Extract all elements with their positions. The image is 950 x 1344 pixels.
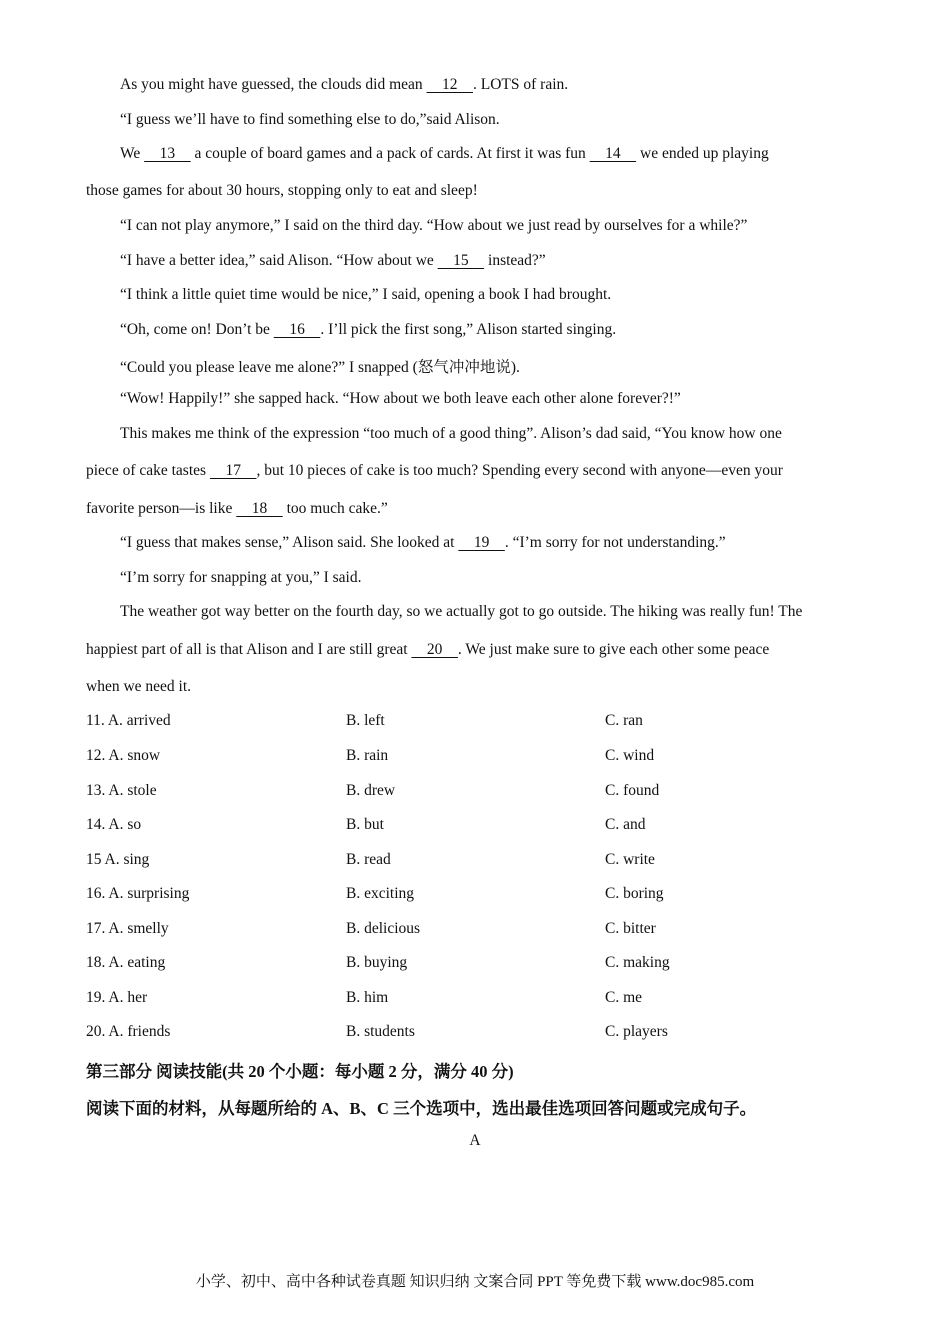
blank-12: 12 xyxy=(426,76,474,93)
option-c: C. players xyxy=(605,1023,668,1040)
passage-paragraph: “I guess we’ll have to find something else to do,”said Alison. xyxy=(120,111,500,128)
option-a: 14. A. so xyxy=(86,816,142,833)
blank-14: 14 xyxy=(589,145,637,162)
passage-paragraph: “I guess that makes sense,” Alison said. She looked at 19 . “I’m sorry for not understanding.” xyxy=(120,534,726,551)
page-footer: 小学、初中、高中各种试卷真题 知识归纳 文案合同 PPT 等免费下载 www.doc985.com xyxy=(195,1274,755,1290)
passage-paragraph-cont: when we need it. xyxy=(86,678,192,695)
option-b: B. drew xyxy=(346,782,396,799)
passage-paragraph: “I have a better idea,” said Alison. “How about we 15 instead?” xyxy=(120,252,546,269)
blank-18: 18 xyxy=(236,500,283,517)
passage-paragraph: The weather got way better on the fourth day, so we actually got to go outside. The hiking was really fun! The xyxy=(120,603,803,620)
passage-paragraph-cont: happiest part of all is that Alison and I are still great 20 . We just make sure to give each other some peace xyxy=(86,641,770,658)
option-c: C. bitter xyxy=(605,920,656,937)
option-a: 12. A. snow xyxy=(86,747,161,764)
option-a: 17. A. smelly xyxy=(86,920,169,937)
blank-19: 19 xyxy=(458,534,505,551)
option-b: B. left xyxy=(346,712,385,729)
passage-label: A xyxy=(469,1132,481,1149)
option-a: 15 A. sing xyxy=(86,851,150,868)
blank-15: 15 xyxy=(437,252,485,269)
option-c: C. write xyxy=(605,851,655,868)
option-a: 13. A. stole xyxy=(86,782,157,799)
option-b: B. delicious xyxy=(346,920,421,937)
passage-paragraph-cont: those games for about 30 hours, stopping only to eat and sleep! xyxy=(86,182,478,199)
passage-paragraph: “I’m sorry for snapping at you,” I said. xyxy=(120,569,362,586)
option-a: 16. A. surprising xyxy=(86,885,190,902)
option-c: C. ran xyxy=(605,712,643,729)
option-c: C. making xyxy=(605,954,670,971)
blank-20: 20 xyxy=(411,641,458,658)
blank-17: 17 xyxy=(209,462,257,479)
passage-paragraph-cont: favorite person—is like 18 too much cake.” xyxy=(86,500,388,517)
option-a: 20. A. friends xyxy=(86,1023,171,1040)
option-b: B. read xyxy=(346,851,391,868)
option-b: B. rain xyxy=(346,747,389,764)
passage-paragraph: “I think a little quiet time would be nice,” I said, opening a book I had brought. xyxy=(120,286,612,303)
passage-paragraph: “I can not play anymore,” I said on the third day. “How about we just read by ourselves for a while?” xyxy=(120,217,748,234)
option-a: 18. A. eating xyxy=(86,954,166,971)
option-b: B. him xyxy=(346,989,389,1006)
option-c: C. boring xyxy=(605,885,664,902)
option-b: B. but xyxy=(346,816,384,833)
option-c: C. found xyxy=(605,782,660,799)
passage-paragraph: “Could you please leave me alone?” I snapped (怒气冲冲地说). xyxy=(120,359,520,376)
section-title: 第三部分 阅读技能(共 20 个小题：每小题 2 分，满分 40 分) xyxy=(86,1062,514,1081)
option-b: B. students xyxy=(346,1023,415,1040)
option-b: B. buying xyxy=(346,954,408,971)
option-c: C. me xyxy=(605,989,643,1006)
option-b: B. exciting xyxy=(346,885,415,902)
blank-13: 13 xyxy=(144,145,191,162)
option-c: C. wind xyxy=(605,747,655,764)
option-c: C. and xyxy=(605,816,646,833)
passage-paragraph: As you might have guessed, the clouds did mean 12 . LOTS of rain. xyxy=(120,76,569,93)
passage-paragraph: This makes me think of the expression “too much of a good thing”. Alison’s dad said, “You know how one xyxy=(120,425,782,442)
blank-16: 16 xyxy=(273,321,321,338)
passage-paragraph-cont: piece of cake tastes 17 , but 10 pieces of cake is too much? Spending every second with anyone—even your xyxy=(86,462,783,479)
passage-paragraph: We 13 a couple of board games and a pack of cards. At first it was fun 14 we ended up playing xyxy=(120,145,769,162)
section-instruction: 阅读下面的材料，从每题所给的 A、B、C 三个选项中，选出最佳选项回答问题或完成句子。 xyxy=(86,1099,757,1118)
option-a: 19. A. her xyxy=(86,989,148,1006)
option-a: 11. A. arrived xyxy=(86,712,171,729)
passage-paragraph: “Wow! Happily!” she sapped hack. “How about we both leave each other alone forever?!” xyxy=(120,390,681,407)
passage-paragraph: “Oh, come on! Don’t be 16 . I’ll pick the first song,” Alison started singing. xyxy=(120,321,617,338)
